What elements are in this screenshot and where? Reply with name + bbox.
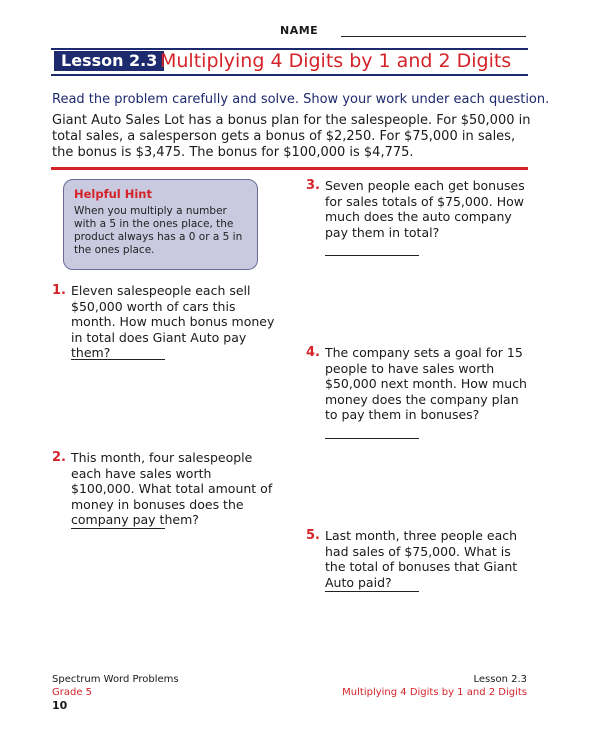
lesson-title: Multiplying 4 Digits by 1 and 2 Digits (160, 50, 512, 72)
directions: Read the problem carefully and solve. Show your work under each question. (52, 92, 550, 107)
helpful-hint-box (63, 179, 258, 270)
question-text: This month, four salespeople each have sales worth $100,000. What total amount of money in bonuses does the company pay them? (71, 450, 273, 527)
section-divider (51, 167, 528, 170)
answer-line[interactable] (325, 255, 419, 256)
footer-book-title: Spectrum Word Problems (52, 674, 179, 685)
question-number: 4. (306, 345, 320, 360)
question-text: Eleven salespeople each sell $50,000 worth of cars this month. How much bonus money in total does Giant Auto pay them? (71, 283, 275, 360)
footer-lesson-label: Lesson 2.3 (473, 674, 527, 685)
question-number: 5. (306, 528, 320, 543)
hint-title: Helpful Hint (74, 187, 152, 201)
hint-text: When you multiply a number with a 5 in the ones place, the product always has a 0 or a 5 in the ones place. (74, 205, 243, 256)
answer-line[interactable] (325, 591, 419, 592)
question-number: 2. (52, 450, 66, 465)
question-text: The company sets a goal for 15 people to have sales worth $50,000 next month. How much money does the company plan to pay them in bonuses? (325, 345, 527, 422)
question-number: 1. (52, 283, 66, 298)
footer-lesson-title: Multiplying 4 Digits by 1 and 2 Digits (342, 687, 527, 698)
question-text: Seven people each get bonuses for sales totals of $75,000. How much does the auto company pay them in total? (325, 178, 525, 240)
question-number: 3. (306, 178, 320, 193)
intro-paragraph: Giant Auto Sales Lot has a bonus plan for the salespeople. For $50,000 in total sales, a salesperson gets a bonus of $2,250. For $75,000 in sales, the bonus is $3,475. The bonus for $100,000 is $4,775. (52, 113, 531, 160)
answer-line[interactable] (71, 528, 165, 529)
footer-grade: Grade 5 (52, 687, 93, 698)
name-answer-line (341, 36, 526, 37)
lesson-label: Lesson 2.3 (54, 51, 164, 71)
name-label: NAME (280, 24, 319, 37)
title-bottom-rule (51, 74, 528, 76)
page-number: 10 (52, 699, 68, 712)
answer-line[interactable] (71, 359, 165, 360)
answer-line[interactable] (325, 438, 419, 439)
question-text: Last month, three people each had sales of $75,000. What is the total of bonuses that Giant Auto paid? (325, 528, 518, 590)
